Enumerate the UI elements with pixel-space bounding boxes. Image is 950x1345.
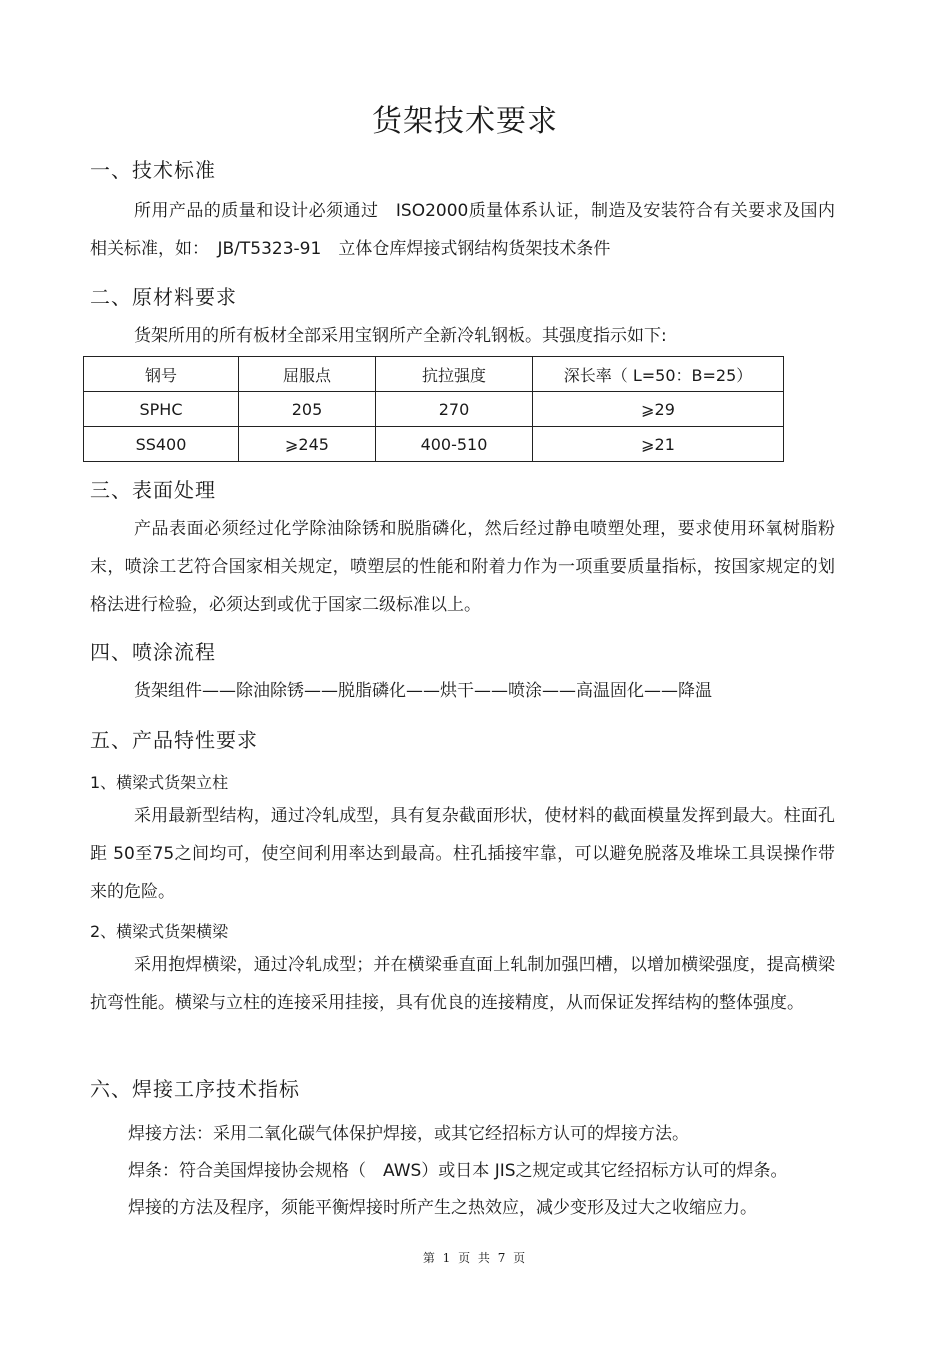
section-heading-spray-process: 四、喷涂流程 xyxy=(90,640,216,664)
table-row xyxy=(84,392,784,427)
paragraph-beam: 采用抱焊横梁，通过冷轧成型；并在横梁垂直面上轧制加强凹槽，以增加横梁强度，提高横梁抗弯性能。横梁与立柱的连接采用挂接，具有优良的连接精度，从而保证发挥结构的整体强度。 xyxy=(90,955,835,1013)
welding-method-line: 焊接方法：采用二氧化碳气体保护焊接，或其它经招标方认可的焊接方法。 xyxy=(128,1124,689,1144)
section-heading-materials: 二、原材料要求 xyxy=(90,285,237,309)
table-cell: ⩾245 xyxy=(239,427,376,462)
paragraph-spray-process: 货架组件——除油除锈——脱脂磷化——烘干——喷涂——高温固化——降温 xyxy=(134,681,712,701)
paragraph-standards: 所用产品的质量和设计必须通过 ISO2000质量体系认证，制造及安装符合有关要求及国内相关标准，如： JB/T5323-91 立体仓库焊接式钢结构货架技术条件 xyxy=(90,201,835,259)
paragraph-materials: 货架所用的所有板材全部采用宝钢所产全新冷轧钢板。其强度指示如下: xyxy=(134,326,667,346)
steel-spec-table xyxy=(83,356,784,462)
table-cell: 270 xyxy=(376,392,533,427)
table-cell: 400-510 xyxy=(376,427,533,462)
table-header-cell: 深长率（ L=50：B=25） xyxy=(533,357,784,392)
table-cell: ⩾21 xyxy=(533,427,784,462)
table-header-cell: 抗拉强度 xyxy=(376,357,533,392)
paragraph-surface: 产品表面必须经过化学除油除锈和脱脂磷化，然后经过静电喷塑处理，要求使用环氧树脂粉末，喷涂工艺符合国家相关规定，喷塑层的性能和附着力作为一项重要质量指标，按国家规定的划格法进行检验，必须达到或优于国家二级标准以上。 xyxy=(90,519,835,615)
welding-rod-line: 焊条：符合美国焊接协会规格（ AWS）或日本 JIS之规定或其它经招标方认可的焊条。 xyxy=(128,1161,788,1181)
table-header-row xyxy=(84,357,784,392)
table-header-cell: 钢号 xyxy=(84,357,239,392)
page-footer: 第 1 页 共 7 页 xyxy=(422,1251,528,1265)
subheading-upright: 1、横梁式货架立柱 xyxy=(90,773,229,792)
section-heading-surface: 三、表面处理 xyxy=(90,478,216,502)
paragraph-upright: 采用最新型结构，通过冷轧成型，具有复杂截面形状，使材料的截面模量发挥到最大。柱面孔距 50至75之间均可，使空间利用率达到最高。柱孔插接牢靠，可以避免脱落及堆垛工具误操作带来的危险。 xyxy=(90,806,835,902)
table-cell: 205 xyxy=(239,392,376,427)
document-title: 货架技术要求 xyxy=(372,104,558,139)
subheading-beam: 2、横梁式货架横梁 xyxy=(90,922,229,941)
table-cell: ⩾29 xyxy=(533,392,784,427)
table-row xyxy=(84,427,784,462)
table-header-cell: 屈服点 xyxy=(239,357,376,392)
section-heading-welding: 六、焊接工序技术指标 xyxy=(90,1077,300,1101)
section-heading-product-features: 五、产品特性要求 xyxy=(90,728,258,752)
welding-procedure-line: 焊接的方法及程序，须能平衡焊接时所产生之热效应，减少变形及过大之收缩应力。 xyxy=(128,1198,757,1218)
table-cell: SS400 xyxy=(84,427,239,462)
table-cell: SPHC xyxy=(84,392,239,427)
section-heading-standards: 一、技术标准 xyxy=(90,158,216,182)
